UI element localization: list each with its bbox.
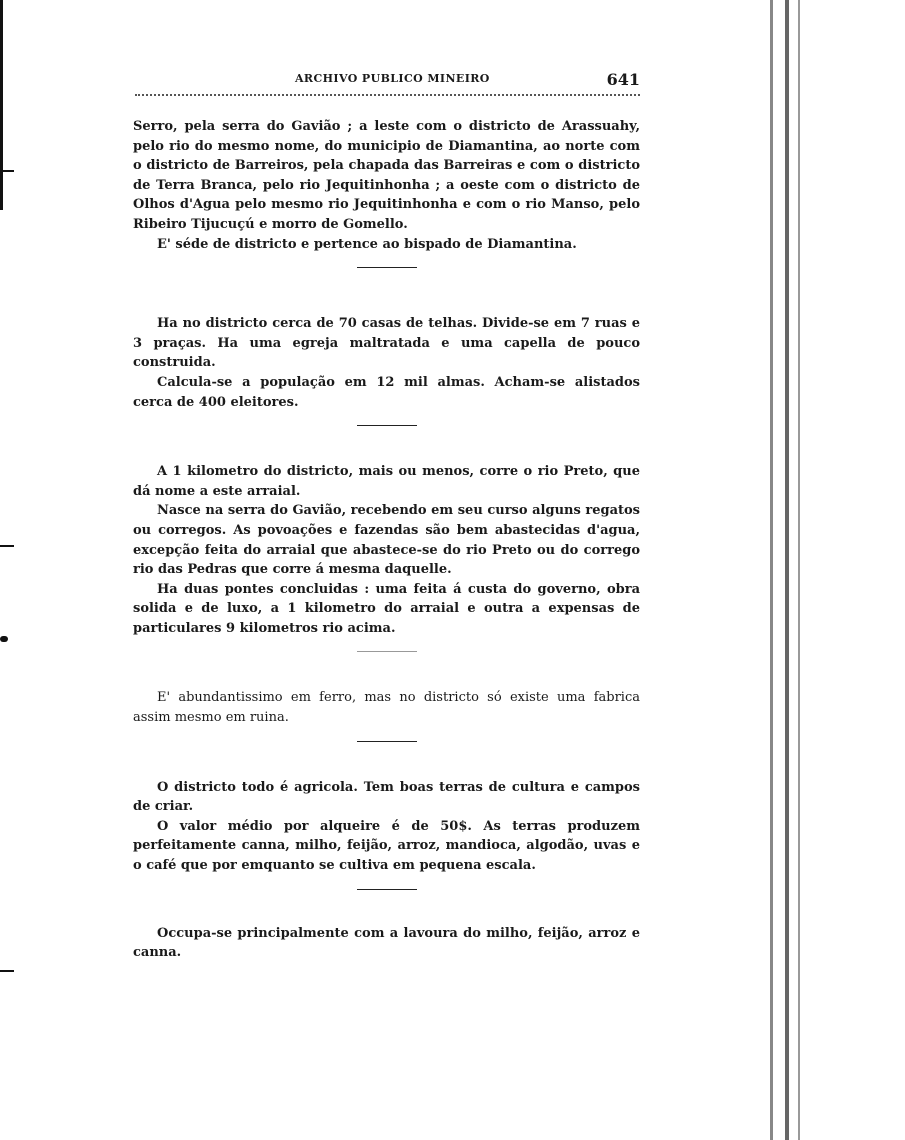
paragraph: A 1 kilometro do districto, mais ou menos, corre o rio Preto, que dá nome a este arraial. bbox=[133, 464, 640, 499]
paragraph: Ha duas pontes concluidas : uma feita á custa do governo, obra solida e de luxo, a 1 kilometro do arraial e outra a expensas de particulares 9 kilometros rio acima. bbox=[133, 581, 640, 636]
scan-edge-mark bbox=[0, 0, 3, 210]
section-boundaries bbox=[133, 117, 640, 254]
scan-page-edge bbox=[770, 0, 773, 1140]
scan-page-edge bbox=[798, 0, 800, 1140]
paragraph: E' abundantissimo em ferro, mas no districto só existe uma fabrica assim mesmo em ruina. bbox=[133, 690, 640, 726]
paragraph: Calcula-se a população em 12 mil almas. Acham-se alistados cerca de 400 eleitores. bbox=[133, 374, 640, 410]
paragraph: Serro, pela serra do Gavião ; a leste com o districto de Arassuahy, pelo rio do mesmo nome, do municipio de Diamantina, ao norte com o districto de Barreiros, pela chapada das Barreiras e com o districto de Terra Branca, pelo rio Jequitinhonha ; a oeste com o districto de Olhos d'Agua pelo mesmo rio Jequitinhonha e com o rio Manso, pelo Ribeiro Tijucuçú e morro de Gomello. bbox=[133, 119, 640, 232]
section-population bbox=[133, 314, 640, 412]
running-header bbox=[135, 70, 640, 100]
paragraph: O districto todo é agricola. Tem boas terras de cultura e campos de criar. bbox=[133, 779, 640, 815]
section-mining bbox=[133, 688, 640, 727]
scan-edge-mark bbox=[0, 636, 8, 642]
page-body bbox=[133, 117, 640, 963]
header-rule bbox=[135, 94, 640, 96]
section-hydrography bbox=[133, 462, 640, 638]
paragraph: Nasce na serra do Gavião, recebendo em seu curso alguns regatos ou corregos. As povoações e fazendas são bem abastecidas d'agua, excepção feita do arraial que abastece-se do rio Preto ou do corrego rio das Pedras que corre á mesma daquelle. bbox=[133, 503, 640, 578]
paragraph: Occupa-se principalmente com a lavoura do milho, feijão, arroz e canna. bbox=[133, 925, 640, 961]
scan-page-edge bbox=[785, 0, 789, 1140]
scan-edge-mark bbox=[0, 970, 14, 972]
header-title: ARCHIVO PUBLICO MINEIRO bbox=[295, 72, 490, 85]
scan-edge-mark bbox=[0, 545, 14, 547]
section-occupation bbox=[133, 924, 640, 963]
paragraph: Ha no districto cerca de 70 casas de telhas. Divide-se em 7 ruas e 3 praças. Ha uma egreja maltratada e uma capella de pouco construida. bbox=[133, 316, 640, 371]
paragraph: O valor médio por alqueire é de 50$. As terras produzem perfeitamente canna, milho, feijão, arroz, mandioca, algodão, uvas e o café que por emquanto se cultiva em pequena escala. bbox=[133, 818, 640, 874]
page-number: 641 bbox=[606, 70, 640, 89]
section-agriculture bbox=[133, 778, 640, 876]
paragraph: E' séde de districto e pertence ao bispado de Diamantina. bbox=[157, 236, 577, 252]
scan-edge-mark bbox=[0, 170, 14, 172]
